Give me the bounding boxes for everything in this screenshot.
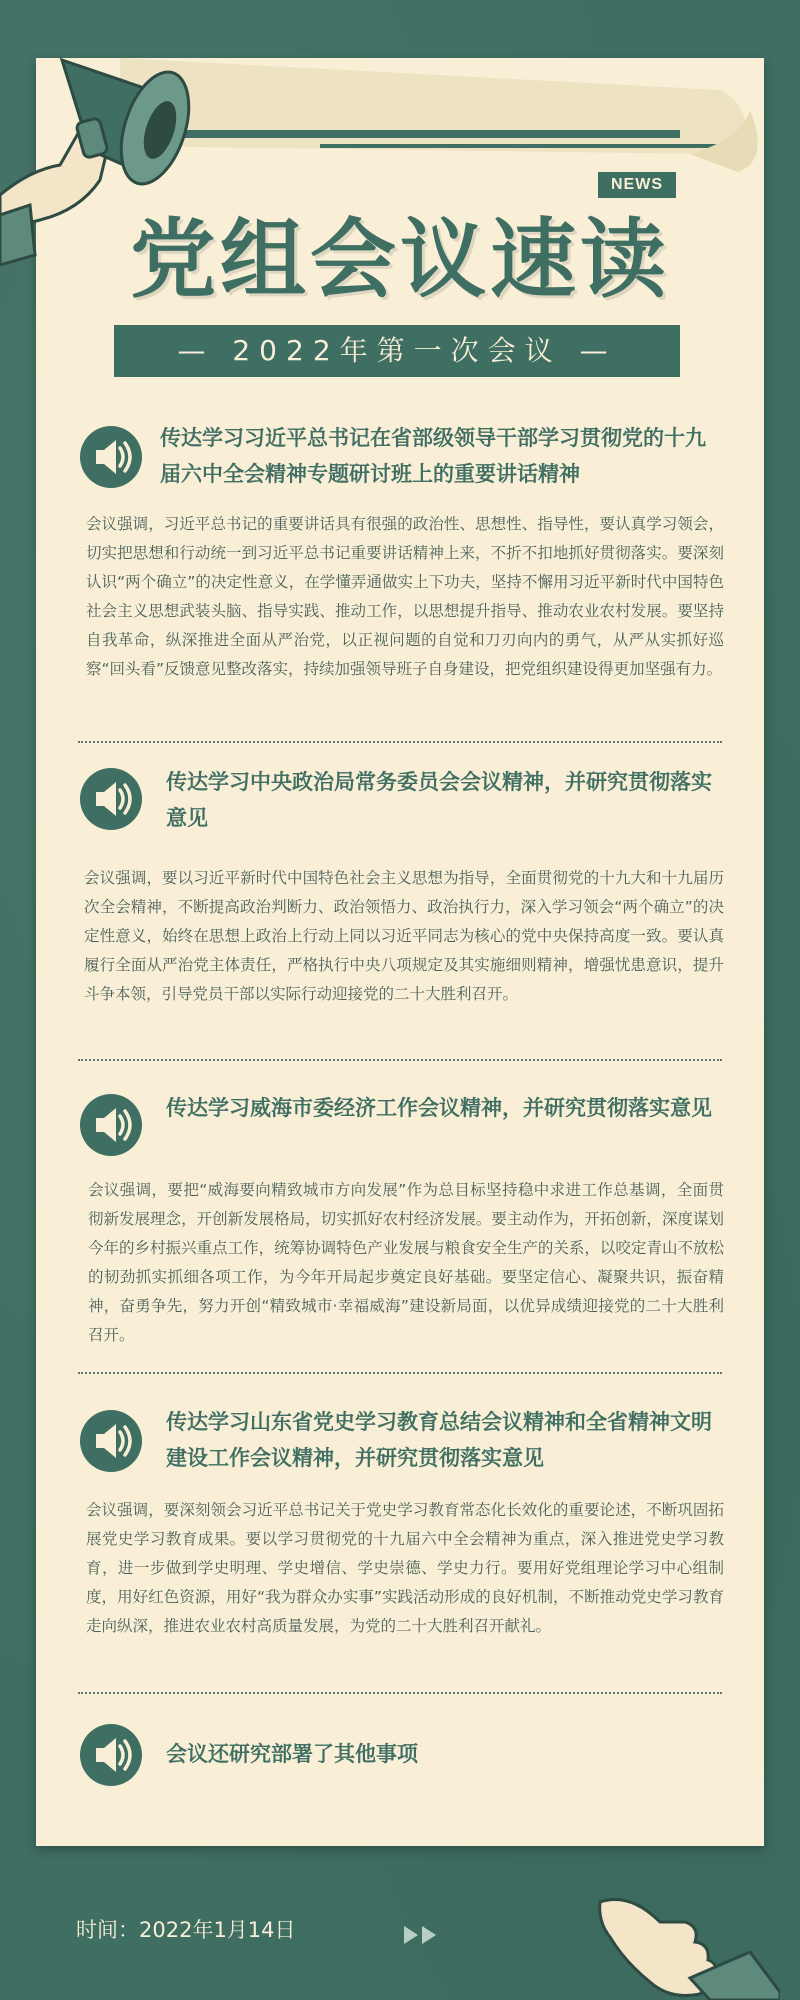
- agenda-item-title: 会议还研究部署了其他事项: [166, 1742, 418, 1766]
- pointing-hand-icon: [590, 1882, 780, 2000]
- section-divider: [78, 1059, 722, 1061]
- speaker-icon: [80, 1094, 142, 1156]
- speaker-icon: [80, 1410, 142, 1472]
- agenda-item-4: [76, 1404, 724, 1684]
- agenda-item-title: 传达学习威海市委经济工作会议精神，并研究贯彻落实意见: [166, 1096, 712, 1120]
- section-divider: [78, 741, 722, 743]
- section-divider: [78, 1372, 722, 1374]
- meeting-date: 时间：2022年1月14日: [76, 1918, 296, 1942]
- agenda-item-5: [76, 1724, 724, 1794]
- speaker-icon: [80, 768, 142, 830]
- agenda-item-title: 传达学习山东省党史学习教育总结会议精神和全省精神文明建设工作会议精神，并研究贯彻落实意见: [166, 1410, 712, 1470]
- agenda-item-title: 传达学习习近平总书记在省部级领导干部学习贯彻党的十九届六中全会精神专题研讨班上的重要讲话精神: [160, 426, 706, 486]
- agenda-item-1: [76, 420, 724, 740]
- agenda-item-body: 会议强调，要深刻领会习近平总书记关于党史学习教育常态化长效化的重要论述，不断巩固拓展党史学习教育成果。要以学习贯彻党的十九届六中全会精神为重点，深入推进党史学习教育，进一步做到学史明理、学史增信、学史崇德、学史力行。要用好党组理论学习中心组制度，用好红色资源，用好“我为群众办实事”实践活动形成的良好机制，不断推动党史学习教育走向纵深，推进农业农村高质量发展，为党的二十大胜利召开献礼。: [86, 1501, 724, 1635]
- meeting-subtitle: — 2022年第一次会议 —: [114, 325, 680, 377]
- agenda-item-3: [76, 1090, 724, 1370]
- double-arrow-icon: [402, 1924, 442, 1946]
- speaker-icon: [80, 1724, 142, 1786]
- section-divider: [78, 1692, 722, 1694]
- agenda-item-title: 传达学习中央政治局常务委员会会议精神，并研究贯彻落实意见: [166, 770, 712, 830]
- agenda-item-body: 会议强调，要把“威海要向精致城市方向发展”作为总目标坚持稳中求进工作总基调，全面贯彻新发展理念，开创新发展格局，切实抓好农村经济发展。要主动作为，开拓创新，深度谋划今年的乡村振兴重点工作，统筹协调特色产业发展与粮食安全生产的关系，以咬定青山不放松的韧劲抓实抓细各项工作，为今年开局起步奠定良好基础。要坚定信心、凝聚共识，振奋精神，奋勇争先，努力开创“精致城市·幸福威海”建设新局面，以优异成绩迎接党的二十大胜利召开。: [88, 1181, 724, 1344]
- agenda-item-body: 会议强调，要以习近平新时代中国特色社会主义思想为指导，全面贯彻党的十九大和十九届历次全会精神，不断提高政治判断力、政治领悟力、政治执行力，深入学习领会“两个确立”的决定性意义，始终在思想上政治上行动上同以习近平同志为核心的党中央保持高度一致。要认真履行全面从严治党主体责任，严格执行中央八项规定及其实施细则精神，增强忧患意识，提升斗争本领，引导党员干部以实际行动迎接党的二十大胜利召开。: [84, 869, 724, 1003]
- agenda-item-body: 会议强调，习近平总书记的重要讲话具有很强的政治性、思想性、指导性，要认真学习领会，切实把思想和行动统一到习近平总书记重要讲话精神上来，不折不扣地抓好贯彻落实。要深刻认识“两个确立”的决定性意义，在学懂弄通做实上下功夫，坚持不懈用习近平新时代中国特色社会主义思想武装头脑、指导实践、推动工作，以思想提升指导、推动农业农村发展。要坚持自我革命，纵深推进全面从严治党，以正视问题的自觉和刀刃向内的勇气，从严从实抓好巡察“回头看”反馈意见整改落实，持续加强领导班子自身建设，把党组织建设得更加坚强有力。: [86, 515, 724, 678]
- speaker-icon: [80, 426, 142, 488]
- page-title: 党组会议速读: [130, 210, 670, 310]
- agenda-item-2: [76, 764, 724, 1054]
- news-badge: NEWS: [598, 172, 676, 198]
